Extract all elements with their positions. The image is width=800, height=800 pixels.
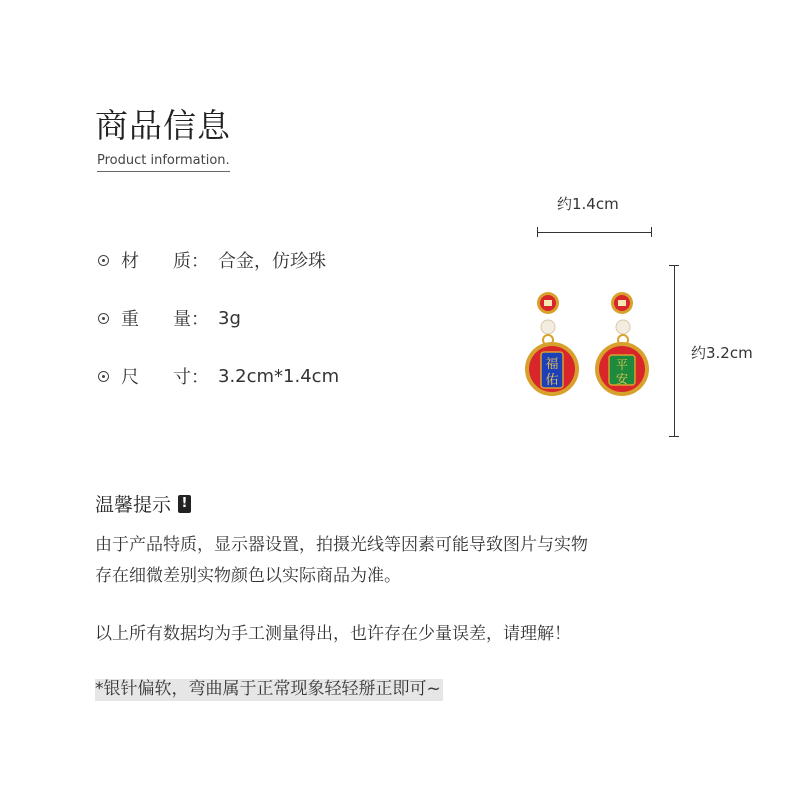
bullet-icon <box>98 371 109 382</box>
width-label: 约1.4cm <box>557 195 619 213</box>
width-line <box>537 232 652 233</box>
width-tick-right <box>651 227 652 237</box>
notice-line-4 <box>95 675 443 704</box>
right-earring-char2: 安 <box>615 372 629 386</box>
spec-material <box>98 247 326 273</box>
spec-value: 3g <box>218 307 241 329</box>
height-tick-top <box>669 265 679 266</box>
left-earring <box>525 292 579 396</box>
width-tick-left <box>537 227 538 237</box>
notice-title <box>95 490 191 517</box>
spec-value: 3.2cm*1.4cm <box>218 365 340 387</box>
spec-label-b: 量： <box>173 309 209 330</box>
bullet-icon <box>98 255 109 266</box>
spec-label-a: 材 <box>121 251 139 272</box>
spec-label-a: 重 <box>121 309 139 330</box>
page-title: 商品信息 <box>95 106 231 145</box>
notice-line-1: 由于产品特质，显示器设置，拍摄光线等因素可能导致图片与实物 <box>95 535 588 555</box>
left-earring-char1: 福 <box>545 357 559 372</box>
notice-line-3: 以上所有数据均为手工测量得出，也许存在少量误差，请理解！ <box>95 624 571 644</box>
right-earring-char1: 平 <box>615 358 629 372</box>
right-earring <box>595 292 649 396</box>
exclamation-icon: ! <box>178 495 191 513</box>
page-subtitle: Product information. <box>97 153 230 172</box>
bullet-icon <box>98 313 109 324</box>
left-earring-char2: 佑 <box>545 373 559 388</box>
notice-title-text: 温馨提示 <box>95 494 172 516</box>
earrings-image <box>515 285 665 405</box>
spec-value: 合金，仿珍珠 <box>218 251 326 272</box>
height-line <box>674 265 675 437</box>
notice-line-4-text: *银针偏软，弯曲属于正常现象轻轻掰正即可~ <box>95 679 441 699</box>
spec-weight <box>98 305 241 331</box>
notice-line-2: 存在细微差别实物颜色以实际商品为准。 <box>95 566 401 586</box>
height-tick-bottom <box>669 436 679 437</box>
spec-label-b: 质： <box>173 251 209 272</box>
height-label: 约3.2cm <box>691 344 753 362</box>
spec-size <box>98 363 339 389</box>
spec-label-b: 寸： <box>173 367 209 388</box>
spec-label-a: 尺 <box>121 367 139 388</box>
